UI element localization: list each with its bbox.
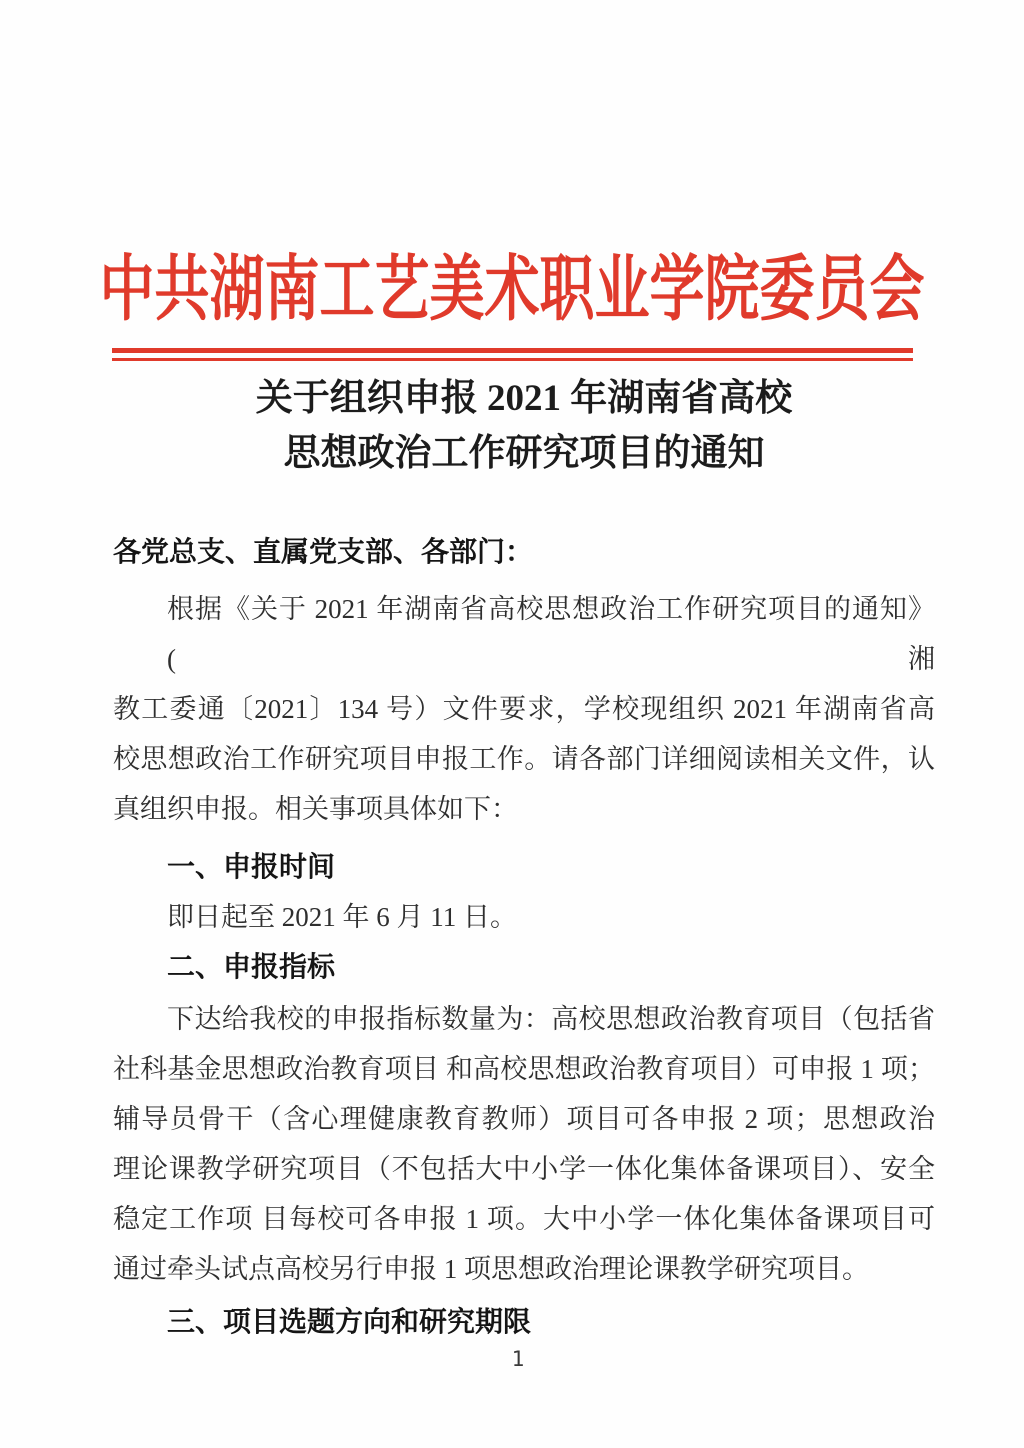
section-2-body-line: 社科基金思想政治教育项目 和高校思想政治教育项目）可申报 1 项； [113,1054,935,1084]
intro-line: 校思想政治工作研究项目申报工作。请各部门详细阅读相关文件，认 [113,744,935,774]
intro-line: 根据《关于 2021 年湖南省高校思想政治工作研究项目的通知》(湘 [167,594,935,674]
document-body [113,527,935,1347]
section-2-body-line: 通过牵头试点高校另行申报 1 项思想政治理论课教学研究项目。 [113,1254,869,1284]
letterhead-rule-thin [112,358,913,361]
section-3-heading: 三、项目选题方向和研究期限 [167,1306,532,1337]
intro-line: 教工委通〔2021〕134 号）文件要求，学校现组织 2021 年湖南省高 [113,694,935,724]
letterhead-title: 中共湖南工艺美术职业学院委员会 [99,249,925,329]
notice-title-line-1: 关于组织申报 2021 年湖南省高校 [255,378,793,419]
notice-title-line-2: 思想政治工作研究项目的通知 [283,433,765,474]
section-2-heading: 二、申报指标 [167,951,336,982]
section-1-heading: 一、申报时间 [167,851,336,882]
salutation: 各党总支、直属党支部、各部门： [113,536,534,567]
intro-paragraph [113,584,935,834]
section-2-body-line: 下达给我校的申报指标数量为：高校思想政治教育项目（包括省 [167,1004,935,1034]
notice-title [113,371,935,481]
section-1-body [113,892,935,942]
page-number: 1 [511,1347,525,1371]
letterhead-rule-thick [112,348,913,353]
section-2-body-line: 辅导员骨干（含心理健康教育教师）项目可各申报 2 项；思想政治 [113,1104,935,1134]
section-2-body [113,994,935,1294]
section-2-body-line: 理论课教学研究项目（不包括大中小学一体化集体备课项目）、安全 [113,1154,935,1184]
section-2-body-line: 稳定工作项 目每校可各申报 1 项。大中小学一体化集体备课项目可 [113,1204,935,1234]
intro-line: 真组织申报。相关事项具体如下： [113,794,518,824]
section-1-body-line: 即日起至 2021 年 6 月 11 日。 [167,902,517,932]
